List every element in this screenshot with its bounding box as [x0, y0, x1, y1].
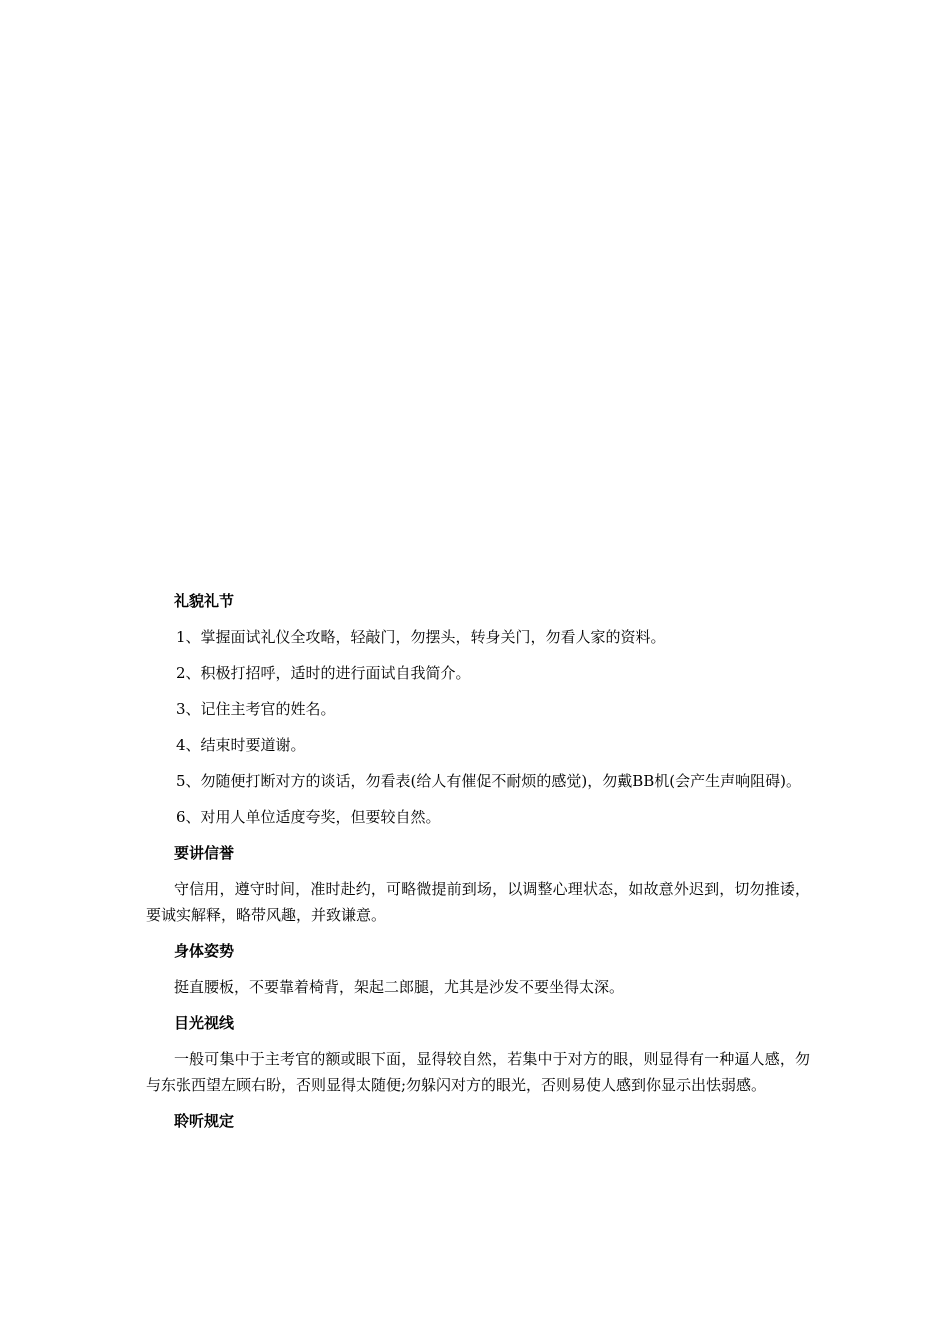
list-item: 5、勿随便打断对方的谈话，勿看表(给人有催促不耐烦的感觉)，勿戴BB机(会产生声响阻碍)。 [176, 772, 802, 790]
list-item: 2、积极打招呼，适时的进行面试自我简介。 [176, 664, 471, 682]
section-heading-credibility: 要讲信誉 [174, 844, 235, 862]
paragraph-credibility: 守信用，遵守时间，准时赴约，可略微提前到场，以调整心理状态，如故意外迟到，切勿推诿，要诚实解释，略带风趣，并致谦意。 [146, 880, 810, 924]
paragraph-posture: 挺直腰板，不要靠着椅背，架起二郎腿，尤其是沙发不要坐得太深。 [174, 978, 625, 996]
section-heading-etiquette: 礼貌礼节 [174, 592, 235, 610]
section-heading-posture: 身体姿势 [174, 942, 235, 960]
document-body [146, 588, 810, 1144]
list-item: 1、掌握面试礼仪全攻略，轻敲门，勿摆头，转身关门，勿看人家的资料。 [176, 628, 666, 646]
list-item: 6、对用人单位适度夸奖，但要较自然。 [176, 808, 441, 826]
section-heading-gaze: 目光视线 [174, 1014, 235, 1032]
section-heading-listening: 聆听规定 [174, 1112, 235, 1130]
list-item: 3、记住主考官的姓名。 [176, 700, 336, 718]
list-item: 4、结束时要道谢。 [176, 736, 306, 754]
paragraph-gaze: 一般可集中于主考官的额或眼下面，显得较自然，若集中于对方的眼，则显得有一种逼人感，勿与东张西望左顾右盼，否则显得太随便;勿躲闪对方的眼光，否则易使人感到你显示出怯弱感。 [146, 1050, 810, 1094]
